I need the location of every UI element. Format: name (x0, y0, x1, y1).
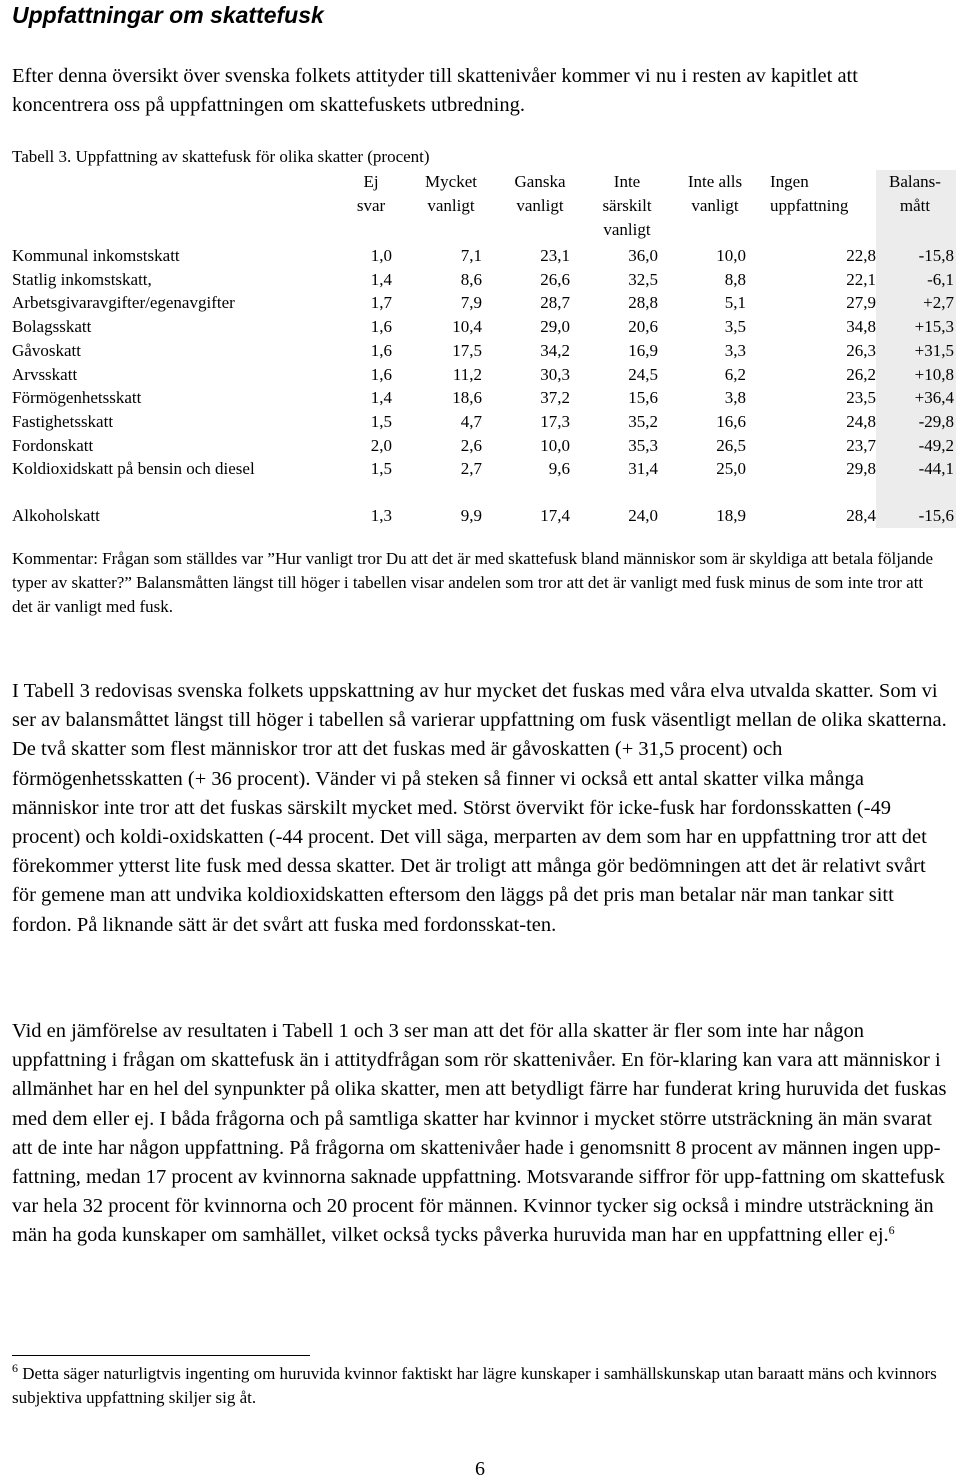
cell-value: 20,6 (628, 317, 658, 337)
row-label: Kommunal inkomstskatt (12, 246, 180, 265)
cell-value: 26,3 (846, 340, 876, 360)
cell-value: 31,4 (628, 459, 658, 479)
cell-value: 18,6 (452, 388, 482, 408)
table-comment: Kommentar: Frågan som ställdes var ”Hur vanligt tror Du att det är med skattefusk bland människor som är skyldiga att betala följande typer av skatter?” Balansmåtten längst till höger i tabellen visar andelen som tror att det är vanligt med fusk minus de som inte tror att det är vanligt med fusk. (12, 549, 934, 616)
cell-value: 24,5 (628, 364, 658, 384)
cell-value: 23,1 (540, 246, 570, 265)
body-paragraph-2 (12, 1017, 948, 1251)
cell-value: 1,6 (370, 317, 392, 337)
table-row (12, 339, 956, 363)
cell-value: 24,8 (846, 411, 876, 431)
cell-value: 3,3 (724, 340, 746, 360)
row-label: Gåvoskatt (12, 340, 81, 360)
row-label: Koldioxidskatt på bensin och diesel (12, 459, 255, 479)
header-cell: Mycket vanligt (425, 172, 477, 215)
cell-value: 6,2 (724, 364, 746, 384)
cell-value: 1,6 (370, 364, 392, 384)
cell-value: 1,0 (370, 246, 392, 265)
cell-value: 22,8 (846, 246, 876, 265)
cell-balance: +15,3 (876, 315, 956, 339)
cell-value: 18,9 (716, 506, 746, 526)
row-label: Bolagsskatt (12, 317, 92, 337)
table-row (12, 268, 956, 292)
row-label: Fastighetsskatt (12, 411, 114, 431)
footnote-reference: 6 (888, 1223, 895, 1238)
cell-value: 25,0 (716, 459, 746, 479)
cell-value: 28,4 (846, 506, 876, 526)
cell-value: 28,8 (628, 293, 658, 313)
cell-value: 8,6 (460, 269, 482, 289)
header-cell: Inte särskilt vanligt (602, 172, 652, 239)
row-label: Statlig inkomstskatt, (12, 269, 152, 289)
row-label: Alkoholskatt (12, 506, 100, 526)
cell-value: 7,9 (460, 293, 482, 313)
cell-value: 24,0 (628, 506, 658, 526)
table-row (12, 410, 956, 434)
cell-balance: -15,8 (876, 244, 956, 268)
row-label: Fordonskatt (12, 435, 94, 455)
cell-value: 3,5 (724, 317, 746, 337)
cell-balance: +31,5 (876, 339, 956, 363)
cell-value: 2,0 (370, 435, 392, 455)
header-cell-balance: Balans-mått (876, 170, 956, 244)
cell-value: 10,4 (452, 317, 482, 337)
cell-value: 9,9 (460, 506, 482, 526)
table-row (12, 363, 956, 387)
cell-value: 3,8 (724, 388, 746, 408)
cell-value: 8,8 (724, 269, 746, 289)
cell-value: 29,8 (846, 459, 876, 479)
table-row (12, 457, 956, 504)
section-heading: Uppfattningar om skattefusk (12, 2, 324, 28)
cell-value: 1,5 (370, 459, 392, 479)
cell-balance: -49,2 (876, 434, 956, 458)
header-cell: Ganska vanligt (514, 172, 566, 215)
cell-value: 17,4 (540, 506, 570, 526)
cell-value: 5,1 (724, 293, 746, 313)
cell-value: 26,5 (716, 435, 746, 455)
cell-value: 9,6 (548, 459, 570, 479)
cell-value: 10,0 (540, 435, 570, 455)
cell-value: 36,0 (628, 246, 658, 265)
header-cell: Inte alls vanligt (687, 172, 743, 215)
cell-value: 32,5 (628, 269, 658, 289)
page-number: 6 (475, 1458, 485, 1480)
cell-balance: -29,8 (876, 410, 956, 434)
cell-value: 30,3 (540, 364, 570, 384)
cell-value: 26,2 (846, 364, 876, 384)
cell-value: 28,7 (540, 293, 570, 313)
cell-value: 1,3 (370, 506, 392, 526)
tax-fraud-table (12, 170, 956, 528)
cell-balance: -44,1 (876, 457, 956, 504)
cell-value: 15,6 (628, 388, 658, 408)
cell-value: 34,8 (846, 317, 876, 337)
cell-value: 7,1 (460, 246, 482, 265)
table-row (12, 315, 956, 339)
cell-value: 35,2 (628, 411, 658, 431)
cell-value: 34,2 (540, 340, 570, 360)
cell-value: 2,7 (460, 459, 482, 479)
footnote-number: 6 (12, 1361, 18, 1375)
footnote-separator (12, 1355, 310, 1356)
header-cell: Ingen uppfattning (770, 172, 849, 215)
cell-value: 23,5 (846, 388, 876, 408)
cell-balance: -6,1 (876, 268, 956, 292)
table-row (12, 386, 956, 410)
cell-value: 10,0 (716, 246, 746, 265)
cell-value: 17,5 (452, 340, 482, 360)
table-header-row (12, 170, 956, 244)
cell-value: 4,7 (460, 411, 482, 431)
row-label: Förmögenhetsskatt (12, 388, 142, 408)
table-row (12, 291, 956, 315)
footnote (12, 1362, 948, 1410)
cell-value: 26,6 (540, 269, 570, 289)
body-paragraph-1: I Tabell 3 redovisas svenska folkets uppskattning av hur mycket det fuskas med våra elva utvalda skatter. Som vi ser av balansmåttet längst till höger i tabellen så varierar uppfattning om fusk väsentligt mellan de olika skatterna. De två skatter som flest människor tror att det fuskas med är gåvoskatten (+ 31,5 procent) och förmögenhetsskatten (+ 36 procent). Vänder vi på steken så finner vi också ett antal skatter vilka många människor inte tror att det fuskas särskilt mycket med. Störst övervikt för icke-fusk har fordonsskatten (-49 procent) och koldi-oxidskatten (-44 procent. Det vill säga, merparten av dem som har en uppfattning tror att det förekommer ytterst lite fusk med dessa skatter. Det är troligt att många gör bedömningen att det är relativt svårt för gemene man att undvika koldioxidskatten eftersom den läggs på det pris man betalar när man tankar sitt fordon. På liknande sätt är det svårt att fuska med fordonsskat-ten. (12, 680, 947, 936)
table-row (12, 244, 956, 268)
cell-value: 29,0 (540, 317, 570, 337)
cell-value: 27,9 (846, 293, 876, 313)
table-row (12, 504, 956, 528)
cell-value: 1,4 (370, 388, 392, 408)
cell-value: 35,3 (628, 435, 658, 455)
cell-value: 23,7 (846, 435, 876, 455)
cell-value: 1,5 (370, 411, 392, 431)
cell-value: 16,9 (628, 340, 658, 360)
cell-value: 11,2 (452, 364, 482, 384)
cell-value: 16,6 (716, 411, 746, 431)
header-cell: Ej svar (356, 172, 386, 215)
cell-value: 1,7 (370, 293, 392, 313)
cell-balance: +2,7 (876, 291, 956, 315)
header-cell (12, 170, 342, 244)
cell-balance: +10,8 (876, 363, 956, 387)
cell-value: 22,1 (846, 269, 876, 289)
cell-value: 1,4 (370, 269, 392, 289)
cell-value: 37,2 (540, 388, 570, 408)
footnote-text: Detta säger naturligtvis ingenting om huruvida kvinnor faktiskt har lägre kunskaper i samhällskunskap utan baraatt mäns och kvinnors subjektiva uppfattning skiljer sig åt. (12, 1364, 937, 1407)
table-caption: Tabell 3. Uppfattning av skattefusk för olika skatter (procent) (12, 147, 430, 166)
body-paragraph-2-text: Vid en jämförelse av resultaten i Tabell 1 och 3 ser man att det för alla skatter är fler som inte har någon uppfattning i frågan om skattefusk än i attitydfrågan som rör skattenivåer. En för-klaring kan vara att människor i allmänhet har en hel del synpunkter på olika skatter, men att betydligt färre har funderat kring huruvida det fuskas med dem eller ej. I båda frågorna och på samtliga skatter har kvinnor i mycket större utsträckning än män svarat att de inte har någon uppfattning. På frågorna om skattenivåer hade i genomsnitt 8 procent av männen ingen upp-fattning, medan 17 procent av kvinnorna saknade uppfattning. Motsvarande siffror för upp-fattning om skattefusk var hela 32 procent för kvinnorna och 20 procent för männen. Kvinnor tycker sig också i mindre utsträckning än män ha goda kunskaper om samhället, vilket också tycks påverka huruvida man har en uppfattning eller ej. (12, 1020, 947, 1247)
table-row (12, 434, 956, 458)
intro-paragraph: Efter denna översikt över svenska folkets attityder till skattenivåer kommer vi nu i resten av kapitlet att koncentrera oss på uppfattningen om skattefuskets utbredning. (12, 65, 858, 117)
cell-value: 2,6 (460, 435, 482, 455)
row-label: Arbetsgivaravgifter/egenavgifter (12, 293, 235, 313)
row-label: Arvsskatt (12, 364, 78, 384)
cell-value: 1,6 (370, 340, 392, 360)
cell-value: 17,3 (540, 411, 570, 431)
cell-balance: -15,6 (876, 504, 956, 528)
cell-balance: +36,4 (876, 386, 956, 410)
